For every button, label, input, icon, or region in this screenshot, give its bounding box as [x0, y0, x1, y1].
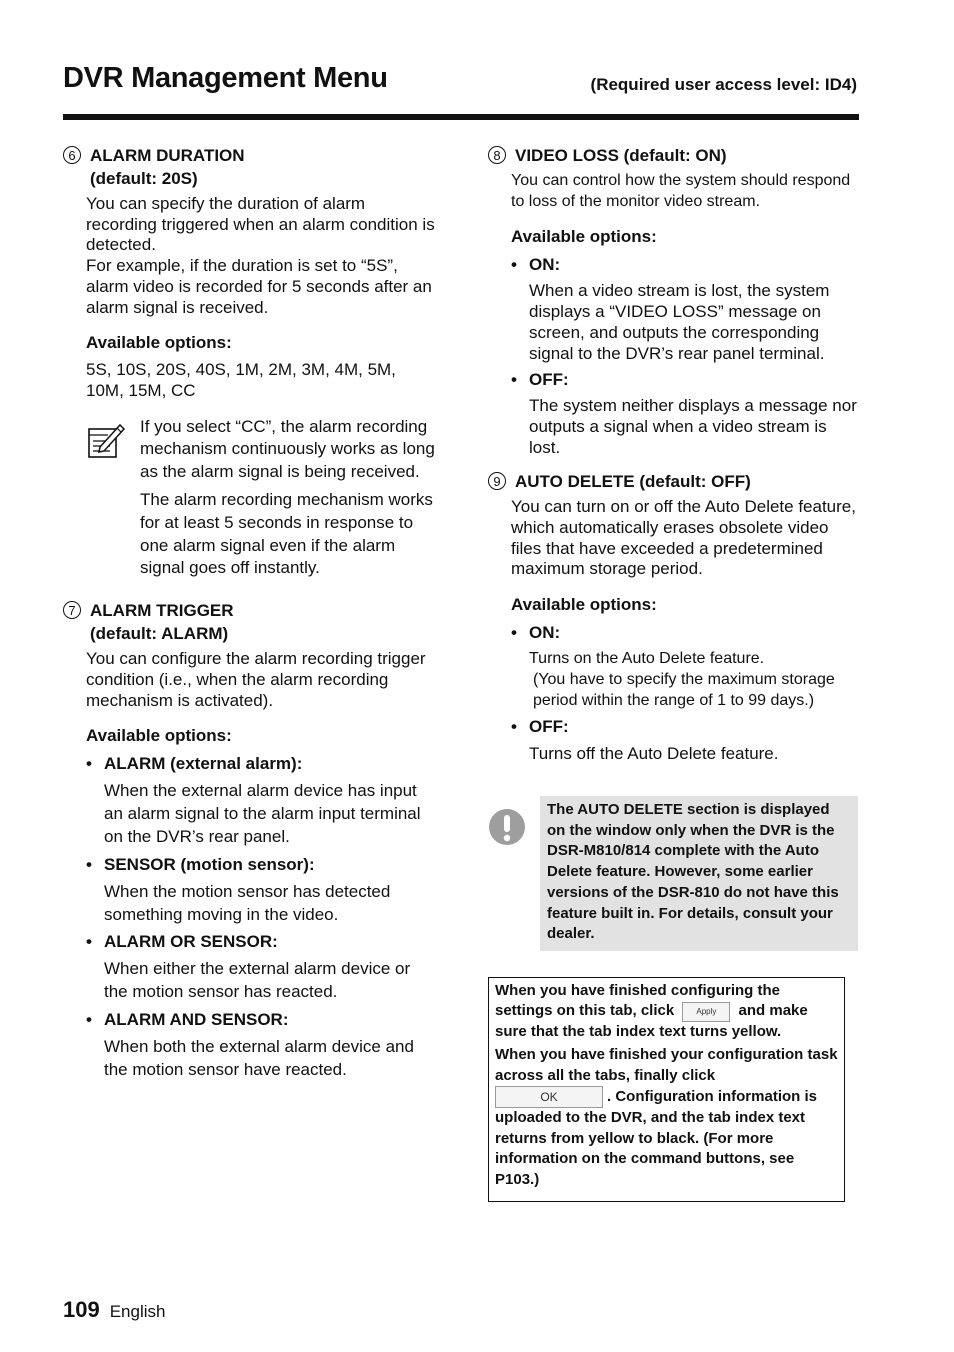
option-desc: Turns off the Auto Delete feature.	[529, 744, 779, 764]
option-label: OFF:	[529, 370, 569, 390]
page-number: 109	[63, 1297, 100, 1322]
section-default: (default: 20S)	[90, 169, 198, 188]
apply-paragraph	[495, 981, 838, 1043]
apply-text: When you have finished configuring the settings on this tab, click	[495, 981, 781, 1020]
option-label: ON:	[529, 623, 561, 643]
section-title: ALARM TRIGGER	[90, 601, 234, 621]
options-label: Available options:	[86, 333, 232, 353]
option-desc: When both the external alarm device and the motion sensor have reacted.	[104, 1036, 414, 1079]
alarm-trigger-heading	[63, 599, 435, 645]
option-desc-line: (You have to specify the maximum storage period within the range of 1 to 99 days.)	[533, 670, 835, 709]
apply-instructions	[488, 977, 845, 1203]
option-desc: When either the external alarm device or the motion sensor has reacted.	[104, 959, 411, 1002]
auto-delete-desc: You can turn on or off the Auto Delete feature, which automatically erases obsolete video files that have exceeded a predetermined maximum storage period.	[511, 497, 856, 579]
options-label: Available options:	[511, 595, 657, 615]
option-item: • OFF:	[511, 370, 569, 390]
warning-text: The AUTO DELETE section is displayed on the window only when the DVR is the DSR-M810/814 complete with the Auto Delete feature. However, some earlier versions of the DSR-810 do not have this feature built in. For details, consult your dealer.	[540, 796, 858, 951]
warning-note	[488, 796, 860, 951]
apply-text: and make sure that the tab index text turns yellow.	[495, 1002, 808, 1040]
section-number: 7	[63, 601, 81, 619]
right-column	[488, 144, 860, 1202]
option-item: • OFF:	[511, 717, 569, 737]
options-label: Available options:	[511, 227, 657, 247]
option-label: OFF:	[529, 717, 569, 737]
option-label: ALARM AND SENSOR:	[104, 1009, 289, 1029]
ok-paragraph	[495, 1045, 838, 1190]
section-title: ALARM DURATION	[90, 146, 245, 165]
access-level: (Required user access level: ID4)	[590, 75, 857, 94]
option-desc	[529, 649, 860, 711]
option-label: ALARM (external alarm):	[104, 754, 303, 774]
options-label: Available options:	[86, 726, 232, 746]
section-number: 6	[63, 146, 81, 164]
alarm-trigger-desc: You can configure the alarm recording trigger condition (i.e., when the alarm recording mechanism is activated).	[86, 649, 426, 710]
ok-button[interactable]: OK	[495, 1086, 603, 1108]
option-label: SENSOR (motion sensor):	[104, 854, 315, 874]
video-loss-heading	[488, 144, 860, 167]
option-desc: When a video stream is lost, the system displays a “VIDEO LOSS” message on screen, and outputs the corresponding signal to the DVR’s rear panel terminal.	[529, 281, 830, 363]
option-item: • SENSOR (motion sensor):	[86, 854, 315, 874]
paragraph: You can specify the duration of alarm recording triggered when an alarm condition is detected.	[86, 194, 435, 255]
paragraph: For example, if the duration is set to “5S”, alarm video is recorded for 5 seconds after an alarm signal is received.	[86, 256, 432, 317]
alarm-duration-desc	[86, 194, 435, 318]
ok-text: When you have finished your configuration task across all the tabs, finally click	[495, 1046, 838, 1084]
ok-text: . Configuration information is uploaded to the DVR, and the tab index text returns from yellow to black. (For more information on the command buttons, see P103.)	[495, 1088, 817, 1188]
option-item: • ALARM AND SENSOR:	[86, 1009, 289, 1029]
exclamation-icon	[488, 796, 540, 951]
memo-icon	[86, 416, 140, 586]
duration-options: 5S, 10S, 20S, 40S, 1M, 2M, 3M, 4M, 5M, 10M, 15M, CC	[86, 360, 396, 400]
option-desc-line: Turns on the Auto Delete feature.	[529, 650, 765, 668]
auto-delete-heading	[488, 470, 860, 493]
language-label: English	[109, 1302, 166, 1321]
option-label: ALARM OR SENSOR:	[104, 932, 278, 952]
option-desc: When the motion sensor has detected something moving in the video.	[104, 881, 391, 924]
section-default: (default: ALARM)	[90, 624, 229, 644]
section-title: AUTO DELETE (default: OFF)	[515, 472, 751, 492]
option-item: • ALARM (external alarm):	[86, 754, 303, 774]
note-paragraph: If you select “CC”, the alarm recording mechanism continuously works as long as the alarm signal is being received.	[140, 416, 435, 482]
section-title: VIDEO LOSS (default: ON)	[515, 146, 727, 165]
video-loss-desc: You can control how the system should respond to loss of the monitor video stream.	[511, 172, 851, 210]
apply-button[interactable]: Apply	[682, 1002, 730, 1022]
option-item: • ALARM OR SENSOR:	[86, 932, 278, 952]
memo-note	[86, 416, 435, 586]
header-rule	[63, 114, 859, 120]
option-item: • ON:	[511, 623, 561, 643]
alarm-duration-heading	[63, 144, 435, 190]
option-desc: When the external alarm device has input an alarm signal to the alarm input terminal on the DVR’s rear panel.	[104, 781, 421, 846]
section-number: 8	[488, 146, 506, 164]
option-label: ON:	[529, 255, 561, 275]
section-number: 9	[488, 472, 506, 490]
page-title: DVR Management Menu	[63, 62, 388, 94]
left-column	[63, 144, 435, 1086]
option-item: • ON:	[511, 255, 561, 275]
page-footer	[63, 1297, 165, 1323]
option-desc: The system neither displays a message nor outputs a signal when a video stream is lost.	[529, 396, 857, 457]
note-paragraph: The alarm recording mechanism works for at least 5 seconds in response to one alarm signal even if the alarm signal goes off instantly.	[140, 490, 433, 578]
